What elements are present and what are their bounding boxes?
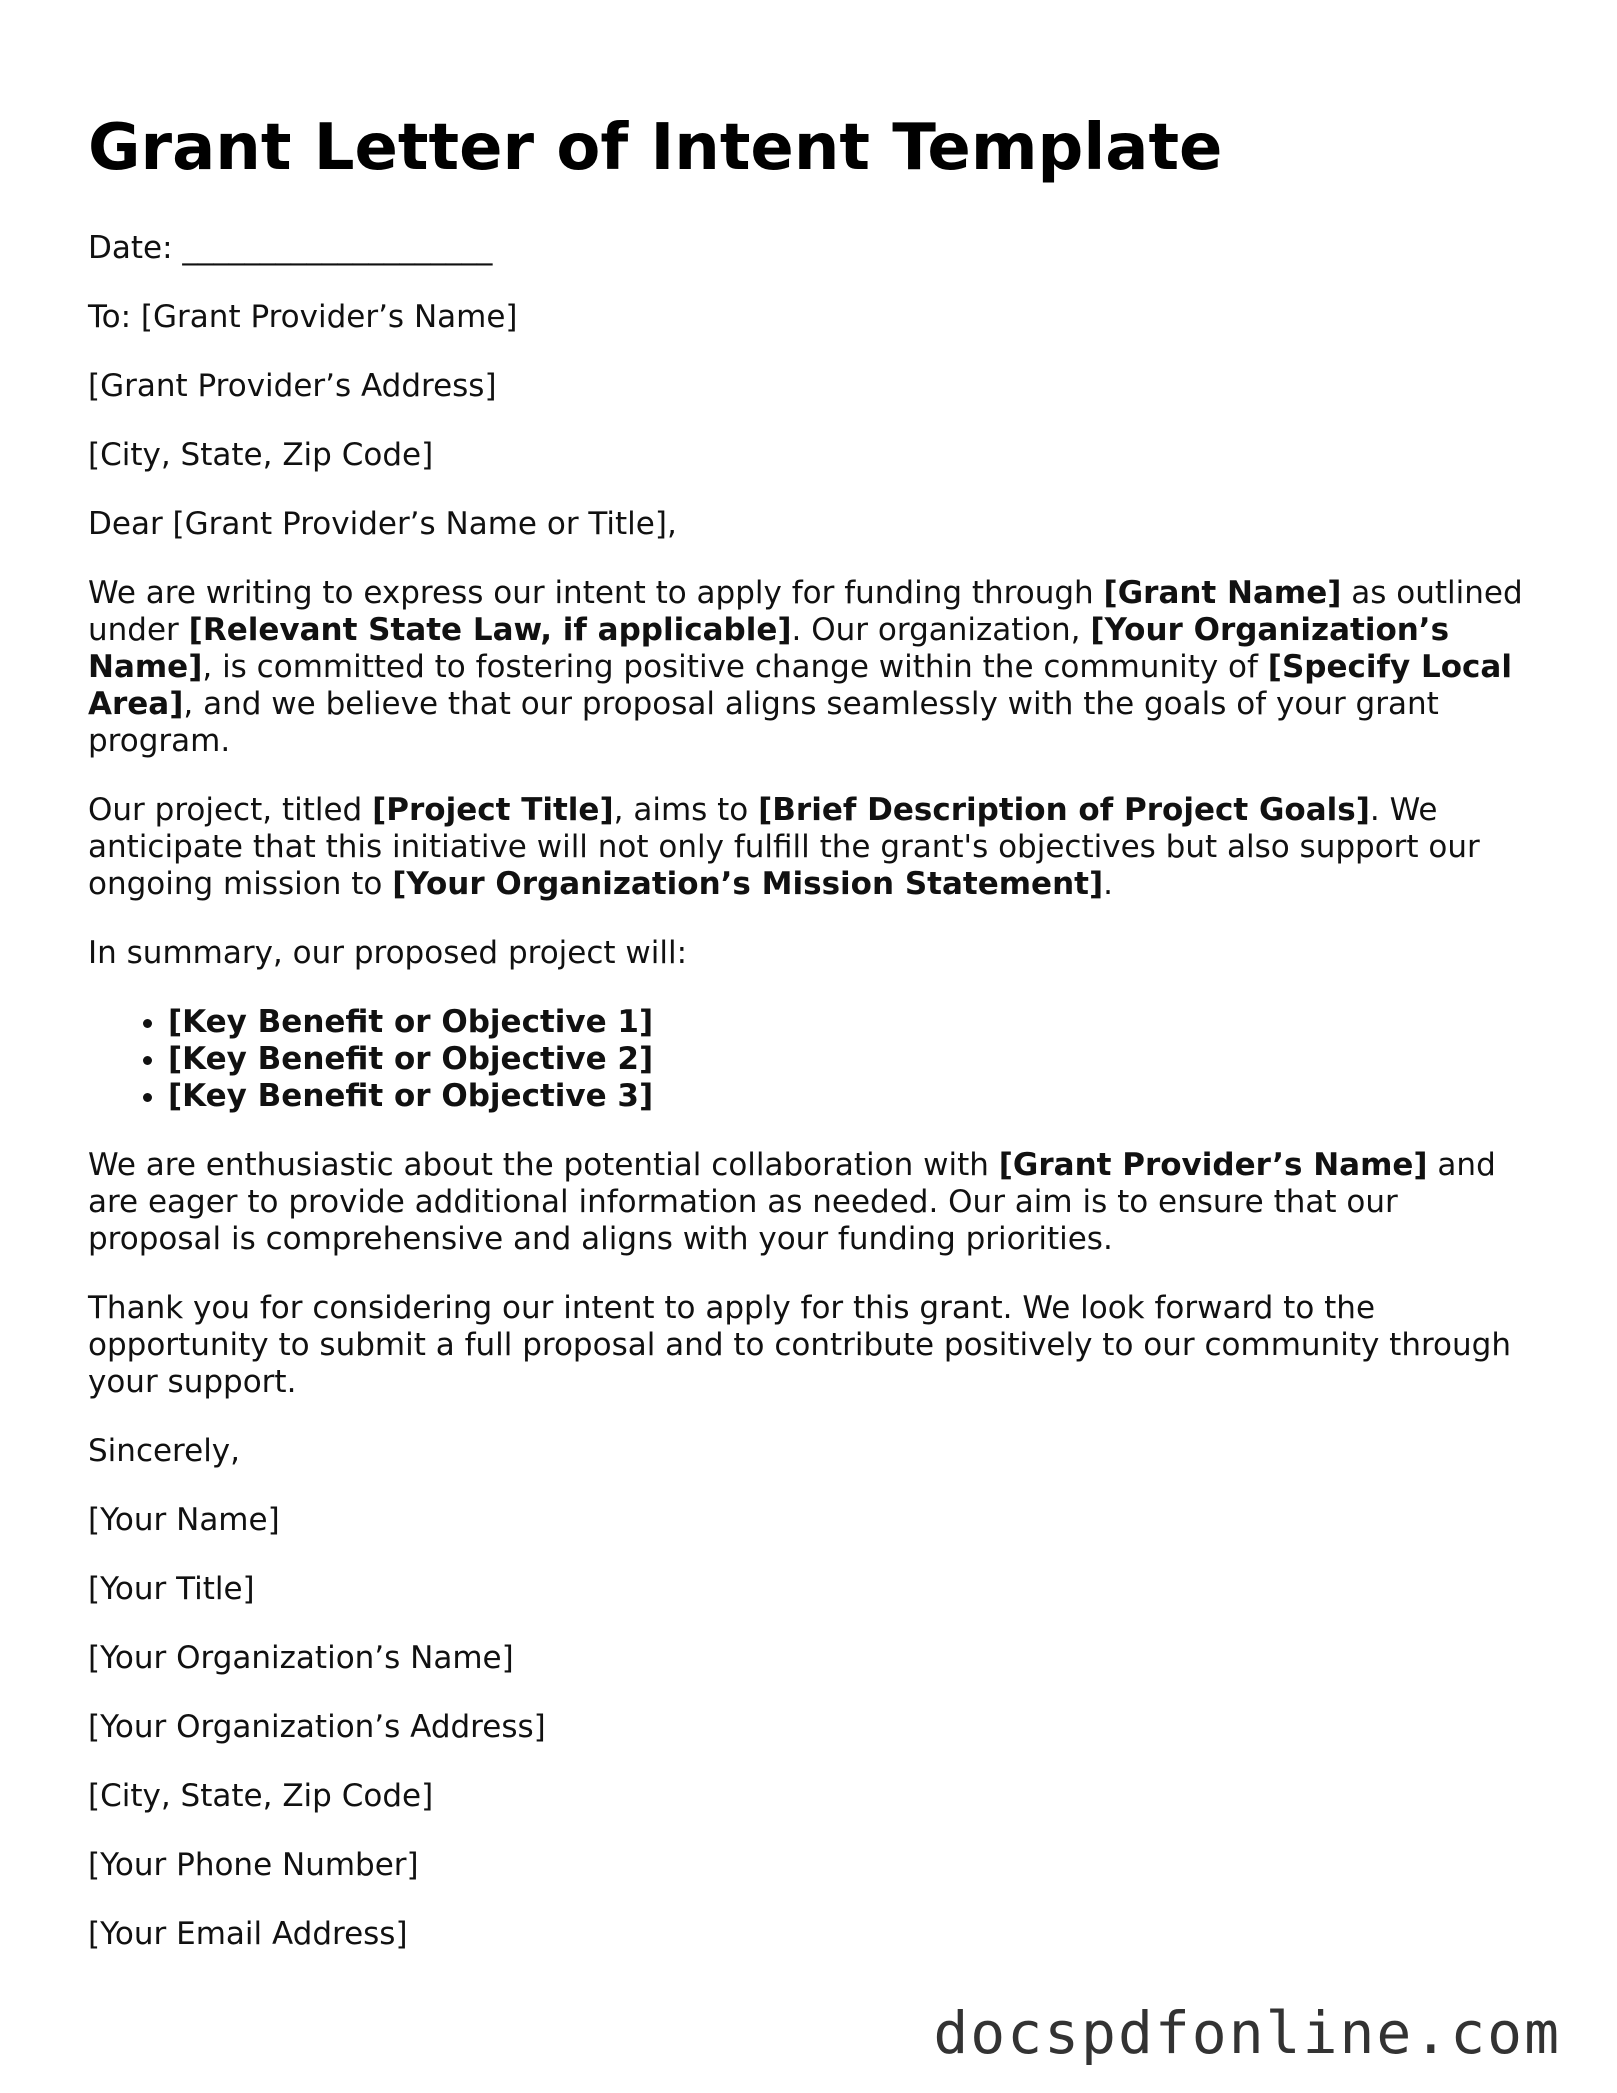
- grant-provider-placeholder: [Grant Provider’s Name]: [998, 1146, 1428, 1183]
- sender-name: [Your Name]: [88, 1501, 280, 1538]
- letter-page: [88, 112, 1528, 1985]
- intro-paragraph: [88, 575, 1528, 760]
- sender-email: [Your Email Address]: [88, 1915, 408, 1952]
- sender-city-line: [City, State, Zip Code]: [88, 1777, 434, 1814]
- collaboration-paragraph: [88, 1147, 1528, 1258]
- list-item: • [Key Benefit or Objective 3]: [168, 1078, 1528, 1115]
- recipient-address-line: [Grant Provider’s Address]: [88, 367, 497, 404]
- sender-organization-address: [Your Organization’s Address]: [88, 1708, 546, 1745]
- sender-organization: [Your Organization’s Name]: [88, 1639, 514, 1676]
- local-area-placeholder: [Specify Local Area]: [88, 648, 1512, 722]
- benefits-list: [88, 1004, 1528, 1115]
- project-title-placeholder: [Project Title]: [372, 791, 614, 828]
- project-paragraph: [88, 792, 1528, 903]
- date-line: Date: ____________________: [88, 229, 493, 266]
- sender-phone: [Your Phone Number]: [88, 1846, 419, 1883]
- recipient-city-line: [City, State, Zip Code]: [88, 436, 434, 473]
- recipient-name-line: To: [Grant Provider’s Name]: [88, 298, 518, 335]
- intro-text-5: , and we believe that our proposal aligns seamlessly with the goals of your grant program.: [88, 685, 1439, 759]
- sign-off: Sincerely,: [88, 1432, 241, 1469]
- state-law-placeholder: [Relevant State Law, if applicable]: [188, 611, 792, 648]
- project-text-4: .: [1103, 865, 1113, 902]
- salutation: Dear [Grant Provider’s Name or Title],: [88, 505, 677, 542]
- page-title: Grant Letter of Intent Template: [88, 111, 1223, 185]
- project-text-2: , aims to: [613, 791, 759, 828]
- intro-text-3: . Our organization,: [791, 611, 1091, 648]
- site-watermark: docspdfonline.com: [933, 1999, 1561, 2067]
- project-text-1: Our project, titled: [88, 791, 373, 828]
- project-goals-placeholder: [Brief Description of Project Goals]: [758, 791, 1370, 828]
- intro-text-4: , is committed to fostering positive change within the community of: [202, 648, 1268, 685]
- collab-text-2: and are eager to provide additional information as needed. Our aim is to ensure that our proposal is comprehensive and aligns with your funding priorities.: [88, 1146, 1496, 1257]
- list-item: • [Key Benefit or Objective 2]: [168, 1041, 1528, 1078]
- intro-text-1: We are writing to express our intent to apply for funding through: [88, 574, 1104, 611]
- list-item: • [Key Benefit or Objective 1]: [168, 1004, 1528, 1041]
- thanks-paragraph: Thank you for considering our intent to apply for this grant. We look forward to the opportunity to submit a full proposal and to contribute positively to our community through your support.: [88, 1289, 1511, 1400]
- organization-name-placeholder: [Your Organization’s Name]: [88, 611, 1450, 685]
- intro-text-2: as outlined under: [88, 574, 1523, 648]
- grant-name-placeholder: [Grant Name]: [1103, 574, 1342, 611]
- collab-text-1: We are enthusiastic about the potential collaboration with: [88, 1146, 999, 1183]
- sender-title: [Your Title]: [88, 1570, 255, 1607]
- summary-intro: In summary, our proposed project will:: [88, 934, 688, 971]
- mission-statement-placeholder: [Your Organization’s Mission Statement]: [392, 865, 1104, 902]
- project-text-3: . We anticipate that this initiative will not only fulfill the grant's objectives but also support our ongoing mission to: [88, 791, 1480, 902]
